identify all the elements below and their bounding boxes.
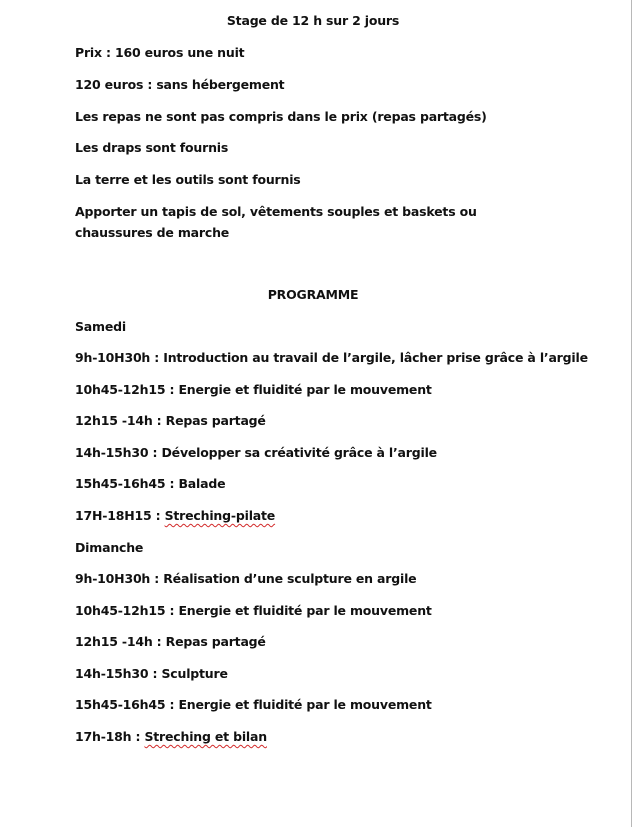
schedule-time: 14h-15h30 : — [75, 666, 162, 681]
schedule-activity: Sculpture — [161, 666, 228, 681]
document-title: Stage de 12 h sur 2 jours — [226, 13, 400, 28]
schedule-time: 10h45-12h15 : — [75, 382, 179, 397]
schedule-activity: Introduction au travail de l’argile, lâcher prise grâce à l’argile — [163, 350, 588, 365]
schedule-item — [75, 571, 416, 587]
price-per-night: Prix : 160 euros une nuit — [75, 45, 245, 60]
schedule-activity: Energie et fluidité par le mouvement — [178, 382, 432, 397]
page-edge — [631, 0, 632, 827]
schedule-activity: Repas partagé — [165, 634, 266, 649]
schedule-activity: Streching et bilan — [144, 729, 267, 744]
schedule-item — [75, 445, 437, 461]
schedule-item — [75, 634, 266, 650]
schedule-activity: Repas partagé — [165, 413, 266, 428]
schedule-time: 12h15 -14h : — [75, 634, 166, 649]
schedule-time: 15h45-16h45 : — [75, 697, 179, 712]
schedule-item — [75, 350, 588, 366]
sheets-note: Les draps sont fournis — [75, 140, 229, 155]
day-heading-dimanche: Dimanche — [75, 540, 144, 555]
programme-heading: PROGRAMME — [267, 287, 359, 302]
schedule-item — [75, 697, 432, 713]
schedule-time: 17h-18h : — [75, 729, 145, 744]
schedule-item — [75, 382, 432, 398]
schedule-item — [75, 508, 275, 524]
materials-note: La terre et les outils sont fournis — [75, 172, 301, 187]
schedule-time: 12h15 -14h : — [75, 413, 166, 428]
schedule-time: 9h-10H30h : — [75, 571, 164, 586]
bring-items-note: Apporter un tapis de sol, vêtements souples et baskets ou chaussures de marche — [75, 204, 477, 240]
schedule-item — [75, 729, 267, 745]
schedule-time: 10h45-12h15 : — [75, 603, 179, 618]
schedule-item — [75, 413, 266, 429]
day-heading-samedi: Samedi — [75, 319, 126, 334]
schedule-item — [75, 666, 228, 682]
schedule-activity: Développer sa créativité grâce à l’argile — [161, 445, 437, 460]
schedule-time: 9h-10H30h : — [75, 350, 164, 365]
schedule-time: 15h45-16h45 : — [75, 476, 179, 491]
schedule-time: 17H-18H15 : — [75, 508, 165, 523]
schedule-activity: Streching-pilate — [164, 508, 276, 523]
schedule-activity: Balade — [178, 476, 226, 491]
schedule-activity: Energie et fluidité par le mouvement — [178, 603, 432, 618]
schedule-activity: Energie et fluidité par le mouvement — [178, 697, 432, 712]
schedule-activity: Réalisation d’une sculpture en argile — [163, 571, 417, 586]
schedule-time: 14h-15h30 : — [75, 445, 162, 460]
schedule-item — [75, 603, 432, 619]
meals-note: Les repas ne sont pas compris dans le prix (repas partagés) — [75, 109, 487, 124]
price-without-lodging: 120 euros : sans hébergement — [75, 77, 285, 92]
schedule-item — [75, 476, 225, 492]
